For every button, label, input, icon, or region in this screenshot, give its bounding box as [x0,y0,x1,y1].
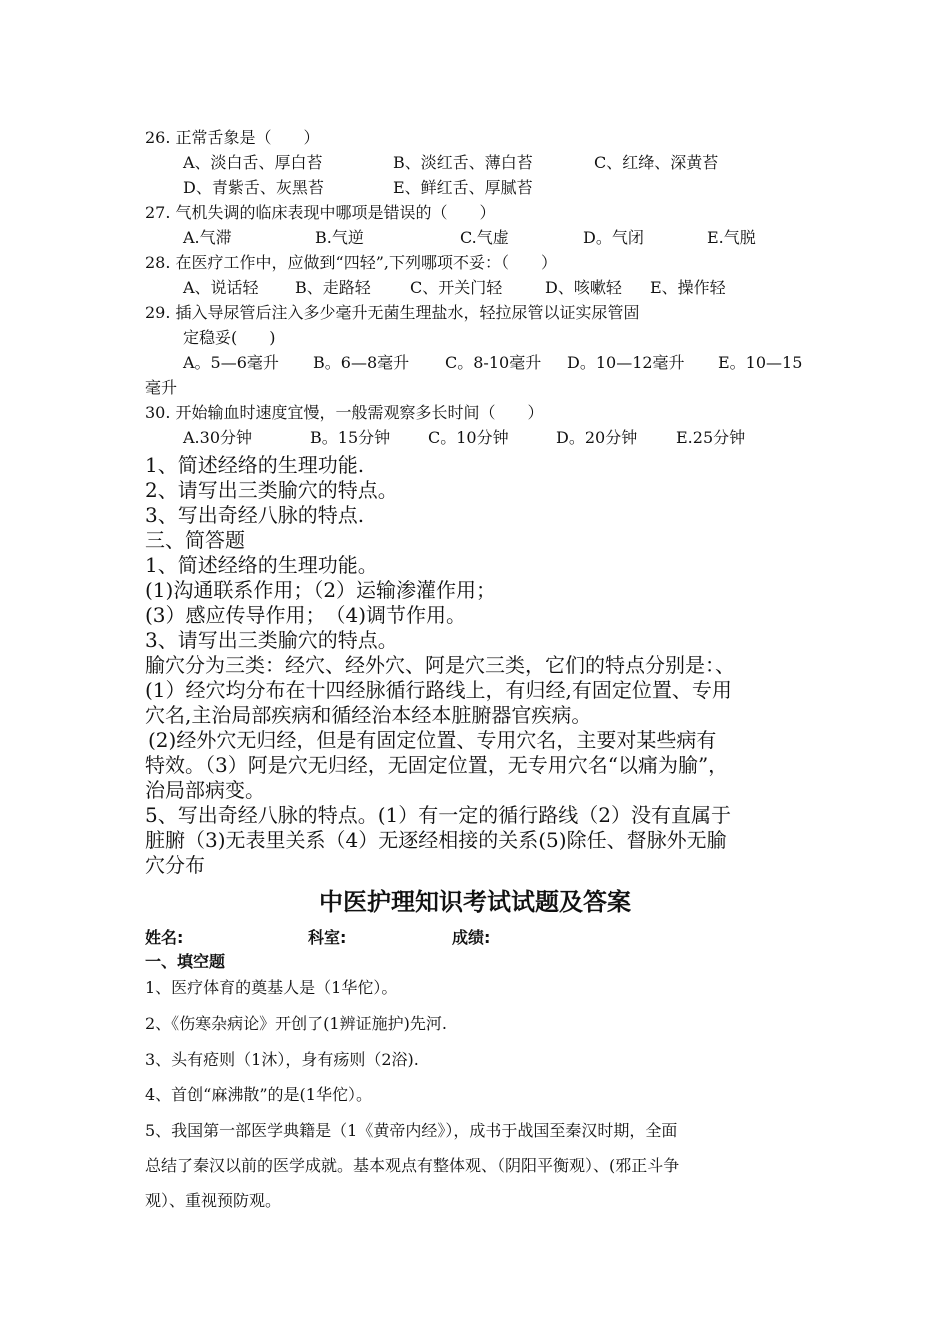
q28-option-b: B、走路轻 [295,278,371,297]
body-line: 5、写出奇经八脉的特点。(1）有一定的循行路线（2）没有直属于 [145,803,731,827]
q26-stem: 26. 正常舌象是（ ） [145,128,320,147]
body-line: (3）感应传导作用； （4)调节作用。 [145,603,467,627]
q28-option-e: E、操作轻 [650,278,726,297]
q27-stem: 27. 气机失调的临床表现中哪项是错误的（ ） [145,203,496,222]
q29-stem-line2: 定稳妥( ) [183,328,276,347]
q27-option-d: D。气闭 [583,228,644,247]
q29-option-a: A。5—6毫升 [183,353,279,372]
fill-in-item: 1、医疗体育的奠基人是（1华佗）。 [145,978,398,997]
q27-option-e: E.气脱 [707,228,756,247]
q26-option-b: B、淡红舌、薄白苔 [393,153,533,172]
q30-option-a: A.30分钟 [183,428,253,447]
q29-stem-line1: 29. 插入导尿管后注入多少毫升无菌生理盐水，轻拉尿管以证实尿管固 [145,303,640,322]
q29-option-e-wrap: 毫升 [145,378,178,397]
body-line: 1、简述经络的生理功能. [145,453,365,477]
q26-option-c: C、红绛、深黄苔 [594,153,719,172]
q28-option-d: D、咳嗽轻 [545,278,622,297]
body-line: 特效。（3）阿是穴无归经，无固定位置，无专用穴名“以痛为腧”， [145,753,729,777]
body-line: 2、请写出三类腧穴的特点。 [145,478,398,502]
body-line: 3、请写出三类腧穴的特点。 [145,628,398,652]
q29-option-d: D。10—12毫升 [567,353,685,372]
body-line: 1、简述经络的生理功能。 [145,553,378,577]
q30-option-b: B。15分钟 [310,428,391,447]
body-line: (1)沟通联系作用；（2）运输渗灌作用； [145,578,497,602]
q27-option-b: B.气逆 [315,228,364,247]
fill-in-item: 2、《伤寒杂病论》开创了(1辨证施护)先河. [145,1014,447,1033]
name-field-label: 姓名: [145,928,184,947]
q26-option-a: A、淡白舌、厚白苔 [183,153,323,172]
body-line: 穴分布 [145,853,205,877]
q28-option-a: A、说话轻 [183,278,259,297]
fill-in-item: 3、头有疮则（1沐），身有疡则（2浴). [145,1050,419,1069]
body-line: (2)经外穴无归经，但是有固定位置、专用穴名，主要对某些病有 [148,728,717,752]
q29-option-c: C。8-10毫升 [445,353,542,372]
q28-stem: 28. 在医疗工作中，应做到“四轻”,下列哪项不妥：（ ） [145,253,557,272]
section-heading: 三、简答题 [145,528,245,552]
q27-option-a: A.气滞 [183,228,232,247]
body-line: 腧穴分为三类：经穴、经外穴、阿是穴三类，它们的特点分别是：、 [145,653,735,677]
fill-in-item: 4、首创“麻沸散”的是(1华佗）。 [145,1085,372,1104]
document-title: 中医护理知识考试试题及答案 [319,888,631,916]
q30-option-d: D。20分钟 [556,428,638,447]
q29-option-b: B。6—8毫升 [313,353,410,372]
q29-option-e: E。10—15 [718,353,803,372]
score-field-label: 成绩: [452,928,491,947]
fill-in-item-continued: 观）、重视预防观。 [145,1191,282,1210]
q30-option-e: E.25分钟 [676,428,746,447]
body-line: (1）经穴均分布在十四经脉循行路线上，有归经,有固定位置、专用 [145,678,732,702]
body-line: 治局部病变。 [145,778,265,802]
fill-in-item: 5、我国第一部医学典籍是（1《黄帝内经》），成书于战国至秦汉时期，全面 [145,1121,678,1140]
q30-stem: 30. 开始输血时速度宜慢，一般需观察多长时间（ ） [145,403,544,422]
fill-in-item-continued: 总结了秦汉以前的医学成就。基本观点有整体观、（阴阳平衡观）、(邪正斗争 [145,1156,680,1175]
q28-option-c: C、开关门轻 [410,278,503,297]
q30-option-c: C。10分钟 [428,428,509,447]
q27-option-c: C.气虚 [460,228,509,247]
fill-in-heading: 一、填空题 [145,952,226,971]
body-line: 穴名,主治局部疾病和循经治本经本脏腑器官疾病。 [145,703,592,727]
body-line: 脏腑（3)无表里关系（4）无逐经相接的关系(5)除任、督脉外无腧 [145,828,727,852]
body-line: 3、写出奇经八脉的特点. [145,503,365,527]
q26-option-e: E、鲜红舌、厚腻苔 [393,178,533,197]
department-field-label: 科室: [308,928,347,947]
q26-option-d: D、青紫舌、灰黑苔 [183,178,324,197]
